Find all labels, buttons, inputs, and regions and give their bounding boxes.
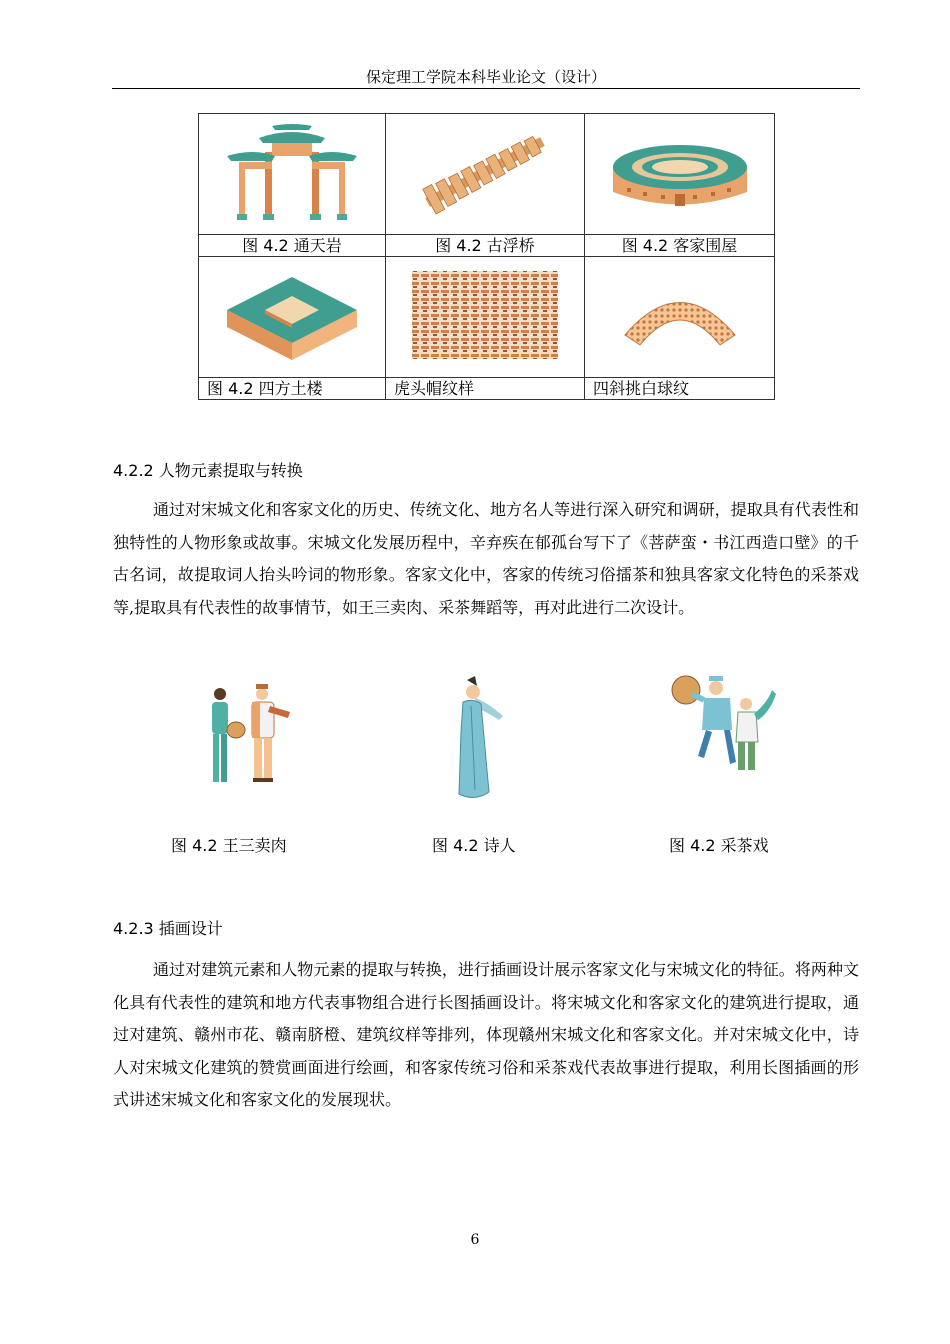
archway-gate-icon	[217, 122, 367, 222]
square-earth-building-cell	[199, 257, 386, 378]
figure-table	[198, 113, 775, 400]
floating-bridge-cell	[386, 114, 585, 235]
page-header: 保定理工学院本科毕业论文（设计）	[365, 68, 606, 86]
page-number: 6	[470, 1232, 480, 1248]
section-heading: 4.2.2 人物元素提取与转换	[113, 461, 303, 480]
arc-pattern-icon	[605, 265, 755, 365]
figure-caption: 虎头帽纹样	[386, 378, 585, 400]
two-villagers-icon	[200, 672, 300, 792]
tiger-hat-pattern-cell	[386, 257, 585, 378]
figure-caption: 图 4.2 通天岩	[199, 235, 386, 257]
figure-caption: 四斜挑白球纹	[585, 378, 775, 400]
body-paragraph: 通过对宋城文化和客家文化的历史、传统文化、地方名人等进行深入研究和调研，提取具有代表性和独特性的人物形象或故事。宋城文化发展历程中，辛弃疾在郁孤台写下了《菩萨蛮・书江西造口壁》的千古名词，故提取词人抬头吟词的物形象。客家文化中，客家的传统习俗擂茶和独具客家文化特色的采茶戏等,提取具有代表性的故事情节，如王三卖肉、采茶舞蹈等，再对此进行二次设计。	[113, 500, 859, 617]
round-earth-building-icon	[605, 122, 755, 222]
header-rule	[112, 88, 860, 89]
body-paragraph: 通过对建筑元素和人物元素的提取与转换，进行插画设计展示客家文化与宋城文化的特征。将两种文化具有代表性的建筑和地方代表事物组合进行长图插画设计。将宋城文化和客家文化的建筑进行提取，通过对建筑、赣州市花、赣南脐橙、建筑纹样等排列，体现赣州宋城文化和客家文化。并对宋城文化中，诗人对宋城文化建筑的赞赏画面进行绘画，和客家传统习俗和采茶戏代表故事进行提取，利用长图插画的形式讲述宋城文化和客家文化的发展现状。	[113, 960, 859, 1109]
figure-caption: 图 4.2 四方土楼	[199, 378, 386, 400]
poet-icon	[445, 672, 515, 807]
section-heading: 4.2.3 插画设计	[113, 919, 223, 938]
figure-caption: 图 4.2 诗人	[432, 836, 516, 855]
figure-caption: 图 4.2 古浮桥	[386, 235, 585, 257]
tiger-hat-pattern-icon	[410, 265, 560, 365]
archway-gate-cell	[199, 114, 386, 235]
floating-bridge-icon	[410, 122, 560, 222]
figure-caption: 图 4.2 王三卖肉	[171, 836, 287, 855]
figure-caption: 图 4.2 客家围屋	[585, 235, 775, 257]
tea-picking-dancers-icon	[668, 672, 778, 792]
arc-pattern-cell	[585, 257, 775, 378]
round-earth-building-cell	[585, 114, 775, 235]
figure-caption: 图 4.2 采茶戏	[669, 836, 769, 855]
square-earth-building-icon	[217, 265, 367, 365]
